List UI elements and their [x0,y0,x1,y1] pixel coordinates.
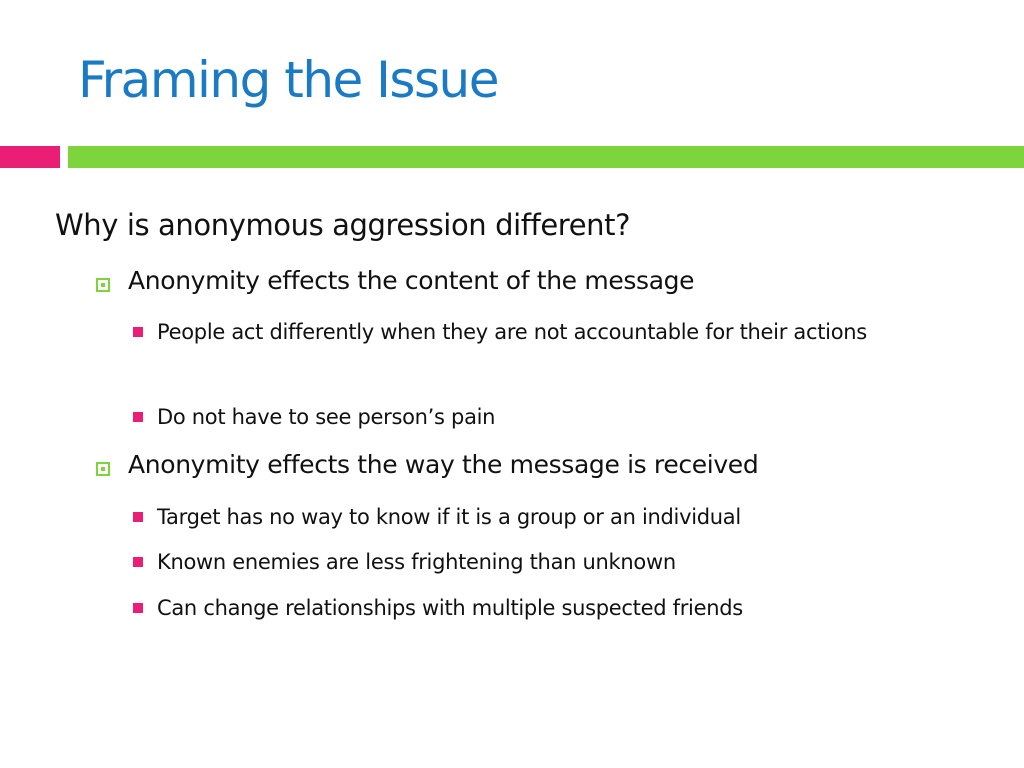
bullet-point: Anonymity effects the content of the message [128,266,695,295]
pink-square-bullet-icon [133,412,143,422]
accent-bar-pink [0,146,60,168]
sub-bullet-point: Known enemies are less frightening than unknown [157,550,676,574]
green-square-bullet-icon [96,278,110,292]
bullet-point: Anonymity effects the way the message is received [128,450,759,479]
pink-square-bullet-icon [133,327,143,337]
pink-square-bullet-icon [133,557,143,567]
slide-title: Framing the Issue [78,51,498,109]
green-square-bullet-icon [96,462,110,476]
sub-bullet-point: Can change relationships with multiple suspected friends [157,596,743,620]
pink-square-bullet-icon [133,512,143,522]
sub-bullet-point: Target has no way to know if it is a group or an individual [157,505,741,529]
heading-question: Why is anonymous aggression different? [55,208,631,242]
sub-bullet-point: Do not have to see person’s pain [157,405,496,429]
accent-bar-green [68,146,1024,168]
sub-bullet-point: People act differently when they are not accountable for their actions [157,320,867,344]
pink-square-bullet-icon [133,603,143,613]
